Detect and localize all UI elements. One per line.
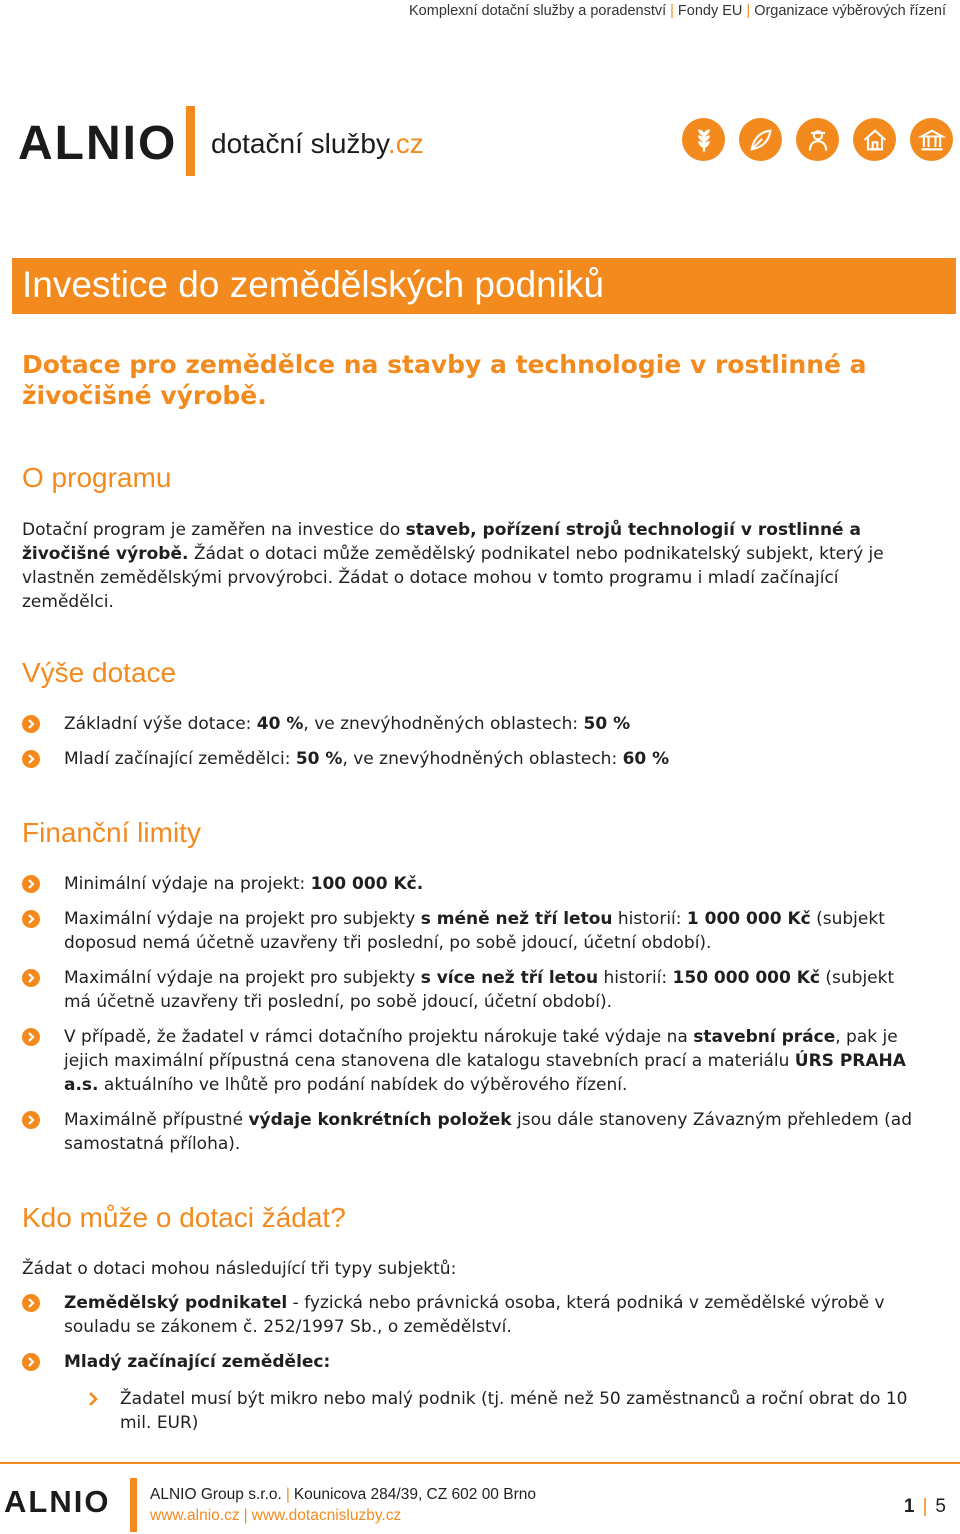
item-text: , ve znevýhodněných oblastech: — [342, 749, 623, 769]
item-text: (subjekt doposud nemá účetně uzavřeny tři poslední, po sobě jdoucí, účetní období). — [64, 909, 885, 953]
house-icon[interactable] — [853, 118, 896, 161]
item-text: Maximální výdaje na projekt pro subjekty — [64, 909, 421, 929]
item-bold: s méně než tří letou — [420, 909, 613, 929]
title-banner — [12, 258, 956, 314]
footer-divider — [0, 1462, 960, 1464]
heading-about: O programu — [22, 462, 172, 493]
logo-service — [211, 128, 424, 160]
footer-link[interactable]: www.alnio.cz — [150, 1507, 240, 1524]
list-item — [88, 1387, 908, 1435]
top-nav — [409, 3, 946, 19]
list-item — [22, 1350, 922, 1374]
leaf-icon[interactable] — [739, 118, 782, 161]
logo[interactable] — [18, 106, 458, 176]
list-item — [22, 1108, 922, 1156]
heading-amount: Výše dotace — [22, 657, 177, 688]
item-bold: 100 000 Kč. — [310, 874, 424, 894]
item-text: , pak je jejich maximální přípustná cena stanovena dle katalogu stavebních prací a materiálu — [64, 1027, 898, 1071]
list-item — [22, 747, 922, 771]
top-nav-item[interactable]: Organizace výběrových řízení — [754, 3, 946, 19]
list-item — [22, 1291, 922, 1339]
chevron-right-icon — [22, 715, 40, 733]
logo-service-main: dotační služby — [211, 128, 388, 159]
list-item — [22, 872, 922, 896]
item-bold: Zemědělský podnikatel — [64, 1293, 288, 1313]
heading-limits: Finanční limity — [22, 817, 201, 848]
item-bold: výdaje konkrétních položek — [248, 1110, 512, 1130]
item-text: Maximální výdaje na projekt pro subjekty — [64, 968, 421, 988]
chevron-right-icon — [22, 1028, 40, 1046]
who-list — [22, 1291, 922, 1374]
separator: | — [746, 3, 751, 19]
item-text: Žadatel musí být mikro nebo malý podnik (tj. méně než 50 zaměstnanců a roční obrat do 10 mil. EUR) — [120, 1389, 908, 1433]
item-text: V případě, že žadatel v rámci dotačního projektu nárokuje také výdaje na — [64, 1027, 694, 1047]
chevron-right-icon — [22, 910, 40, 928]
list-item — [22, 712, 922, 736]
chevron-right-icon — [22, 1353, 40, 1371]
list-item — [22, 1025, 922, 1097]
item-text: (subjekt má účetně uzavřeny tři poslední, po sobě jdoucí, účetní období). — [64, 968, 895, 1012]
footer-logo-bar — [130, 1478, 137, 1532]
chevron-right-icon — [22, 1294, 40, 1312]
chevron-right-icon — [22, 875, 40, 893]
amount-list — [22, 712, 922, 771]
list-item — [22, 907, 922, 955]
footer-logo[interactable]: ALNIO — [4, 1484, 111, 1519]
chevron-right-icon — [22, 750, 40, 768]
item-bold: Mladý začínající zemědělec: — [64, 1352, 331, 1372]
item-text: Minimální výdaje na projekt: — [64, 874, 311, 894]
about-paragraph — [22, 518, 922, 614]
footer-address — [150, 1484, 536, 1526]
item-bold: 50 % — [583, 714, 631, 734]
separator: | — [285, 1486, 290, 1503]
building-icon[interactable] — [910, 118, 953, 161]
item-text: - fyzická nebo právnická osoba, která podniká v zemědělské výrobě v souladu se zákonem č. 252/1997 Sb., o zemědělství. — [64, 1293, 885, 1337]
chevron-right-icon — [22, 1111, 40, 1129]
about-text-bold: staveb, pořízení strojů technologií v rostlinné a živočišné výrobě. — [22, 520, 861, 564]
item-text: Mladí začínající zemědělci: — [64, 749, 296, 769]
page-current: 1 — [903, 1496, 915, 1517]
page-title: Investice do zemědělských podniků — [22, 264, 605, 305]
item-bold: 40 % — [256, 714, 304, 734]
item-text: aktuálního ve lhůtě pro podání nabídek do výběrového řízení. — [98, 1075, 628, 1095]
about-text: Dotační program je zaměřen na investice do — [22, 520, 406, 540]
who-intro: Žádat o dotaci mohou následující tři typy subjektů: — [22, 1259, 457, 1279]
separator: | — [670, 3, 674, 19]
item-bold: stavební práce — [693, 1027, 836, 1047]
chevron-right-icon — [22, 969, 40, 987]
separator: | — [243, 1507, 248, 1524]
item-text: jsou dále stanoveny Závazným přehledem (ad samostatná příloha). — [64, 1110, 912, 1154]
page-total: 5 — [935, 1496, 946, 1517]
item-bold: s více než tří letou — [420, 968, 599, 988]
about-text-rest: Žádat o dotaci může zemědělský podnikatel nebo podnikatelský subjekt, který je vlastněn zemědělskými prvovýrobci. Žádat o dotace mohou v tomto programu i mladí začínající zemědělci. — [22, 544, 884, 612]
farmer-icon[interactable] — [796, 118, 839, 161]
item-text: Základní výše dotace: — [64, 714, 257, 734]
who-sub-list — [88, 1387, 908, 1435]
item-bold: 150 000 000 Kč — [672, 968, 820, 988]
category-icons — [682, 118, 953, 161]
item-text: , ve znevýhodněných oblastech: — [303, 714, 584, 734]
chevron-right-icon — [88, 1391, 98, 1407]
item-text: historií: — [612, 909, 687, 929]
logo-bar — [186, 106, 195, 176]
page-number — [904, 1496, 946, 1518]
separator: | — [922, 1496, 928, 1517]
footer-link[interactable]: www.dotacnisluzby.cz — [251, 1507, 402, 1524]
limits-list — [22, 872, 922, 1156]
list-item — [22, 966, 922, 1014]
item-bold: 1 000 000 Kč — [686, 909, 811, 929]
footer-company: ALNIO Group s.r.o. — [150, 1486, 282, 1503]
logo-brand: ALNIO — [18, 117, 178, 170]
top-nav-item[interactable]: Komplexní dotační služby a poradenství — [409, 3, 667, 19]
wheat-icon[interactable] — [682, 118, 725, 161]
item-bold: 60 % — [622, 749, 670, 769]
item-text: historií: — [598, 968, 673, 988]
heading-who: Kdo může o dotaci žádat? — [22, 1202, 346, 1233]
item-bold: ÚRS PRAHA a.s. — [64, 1051, 906, 1095]
page-subtitle: Dotace pro zemědělce na stavby a technologie v rostlinné a živočišné výrobě. — [22, 350, 867, 410]
item-bold: 50 % — [295, 749, 343, 769]
footer-street: Kounicova 284/39, CZ 602 00 Brno — [293, 1486, 536, 1503]
top-nav-item[interactable]: Fondy EU — [677, 3, 743, 19]
logo-service-tld: .cz — [387, 128, 424, 159]
item-text: Maximálně přípustné — [64, 1110, 249, 1130]
